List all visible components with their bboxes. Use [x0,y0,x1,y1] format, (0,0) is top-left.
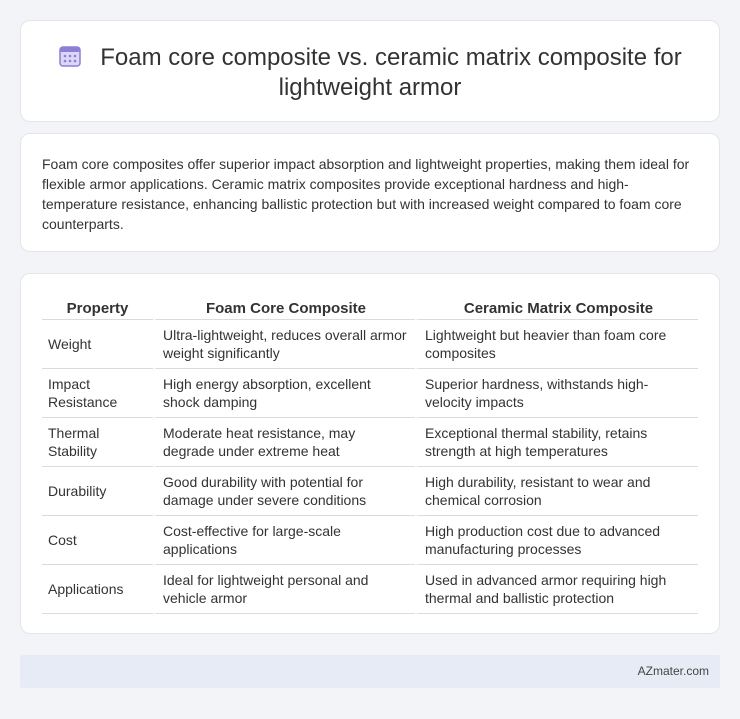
summary-card [20,133,720,252]
row-foam-value: Ultra-lightweight, reduces overall armor weight significantly [153,320,415,369]
table-row [42,320,698,369]
title-card [20,20,720,122]
row-property: Impact Resistance [42,369,153,418]
header-ceramic-matrix: Ceramic Matrix Composite [415,294,698,320]
row-property: Cost [42,516,153,565]
title-line-2: lightweight armor [278,74,462,101]
row-foam-value: High energy absorption, excellent shock damping [153,369,415,418]
row-ceramic-value: Exceptional thermal stability, retains strength at high temperatures [415,418,698,467]
footer-bar [20,655,720,688]
row-foam-value: Ideal for lightweight personal and vehicle armor [153,565,415,614]
footer-brand[interactable]: AZmater.com [637,664,709,678]
row-ceramic-value: Used in advanced armor requiring high thermal and ballistic protection [415,565,698,614]
table-row [42,516,698,565]
header-foam-core: Foam Core Composite [153,294,415,320]
page-title [21,43,719,103]
header-property: Property [42,294,153,320]
row-foam-value: Moderate heat resistance, may degrade under extreme heat [153,418,415,467]
row-property: Durability [42,467,153,516]
calendar-grid-icon [58,44,82,68]
comparison-card [20,273,720,634]
title-line-1: Foam core composite vs. ceramic matrix composite for [100,44,682,71]
row-ceramic-value: High production cost due to advanced manufacturing processes [415,516,698,565]
row-foam-value: Good durability with potential for damage under severe conditions [153,467,415,516]
table-row [42,565,698,614]
row-property: Thermal Stability [42,418,153,467]
row-property: Applications [42,565,153,614]
summary-text: Foam core composites offer superior impact absorption and lightweight properties, making them ideal for flexible armor applications. Ceramic matrix composites provide exceptional hardness and high-temperature resistance, enhancing ballistic protection but with increased weight compared to foam core counterparts. [42,156,690,232]
comparison-table [42,294,698,614]
table-row [42,369,698,418]
table-header-row [42,294,698,320]
row-property: Weight [42,320,153,369]
row-ceramic-value: High durability, resistant to wear and chemical corrosion [415,467,698,516]
row-foam-value: Cost-effective for large-scale applications [153,516,415,565]
row-ceramic-value: Superior hardness, withstands high-velocity impacts [415,369,698,418]
table-row [42,418,698,467]
table-row [42,467,698,516]
row-ceramic-value: Lightweight but heavier than foam core composites [415,320,698,369]
